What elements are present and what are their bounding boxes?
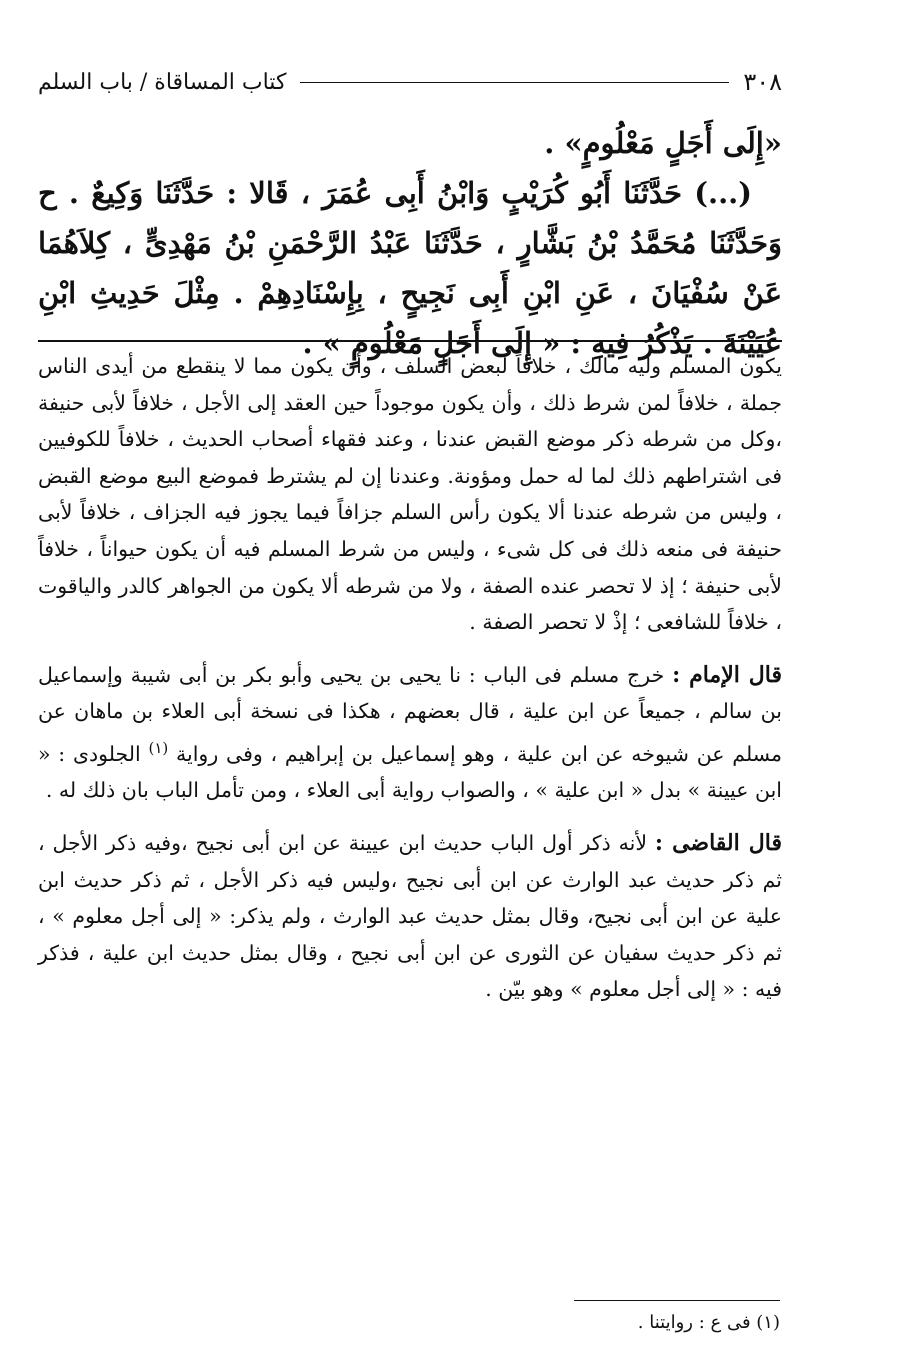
page-header (38, 62, 782, 102)
paragraph-body: خرج مسلم فى الباب : نا يحيى بن يحيى وأبو بكر بن أبى شيبة وإسماعيل بن سالم ، جميعاً عن ابن علية ، قال بعضهم ، هكذا فى نسخة أبى العلاء بن ماهان عن مسلم عن شيوخه عن ابن علية ، وهو إسماعيل بن إبراهيم ، وفى رواية (38, 662, 782, 766)
footnote-rule (574, 1300, 780, 1301)
paragraph-body: الجلودى : « ابن عيينة » بدل « ابن علية » ، والصواب رواية أبى العلاء ، ومن تأمل الباب بان ذلك له . (38, 741, 782, 803)
commentary-paragraph: يكون المسلم وليه مالك ، خلافاً لبعض السلف ، وأن يكون مما لا ينقطع من أيدى الناس جملة ، خلافاً لمن شرط ذلك ، وأن يكون موجوداً حين العقد إلى الأجل ، خلافاً لأبى حنيفة ،وكل من شرطه ذكر موضع القبض عندنا ، وعند فقهاء أصحاب الحديث ، خلافاً للكوفيين فى اشتراطهم ذلك لما له حمل ومؤونة. وعندنا إن لم يشترط فموضع البيع موضع القبض ، وليس من شرطه عندنا ألا يكون رأس السلم جزافاً فيما يجوز فيه الجزاف ، خلافاً لأبى حنيفة فى منعه ذلك فى كل شىء ، وليس من شرط المسلم فيه أن يكون حيواناً ، خلافاً لأبى حنيفة ؛ إذ لا تحصر عنده الصفة ، ولا من شرطه ألا يكون من الجواهر كالدر والياقوت ، خلافاً للشافعى ؛ إذْ لا تحصر الصفة . (38, 354, 782, 635)
footnote: (١) فى ع : روايتنا . (637, 1312, 780, 1333)
commentary-paragraph (38, 825, 782, 1008)
page-number: ٣٠٨ (743, 68, 782, 96)
commentary-paragraph (38, 657, 782, 809)
paragraph-lead: قال الإمام : (672, 661, 782, 688)
hadith-text (38, 118, 782, 368)
paragraph-body: لأنه ذكر أول الباب حديث ابن عيينة عن ابن أبى نجيح ،وفيه ذكر الأجل ، ثم ذكر حديث عبد الوارث عن ابن أبى نجيح ،وليس فيه ذكر الأجل ، ثم ذكر حديث ابن علية عن ابن أبى نجيح، وقال بمثل حديث عبد الوارث ، ولم يذكر: « إلى أجل معلوم » ، ثم ذكر حديث سفيان عن الثورى عن ابن أبى نجيح ، وقال بمثل حديث ابن علية ، فذكر فيه : « إلى أجل معلوم » وهو بيّن . (38, 830, 782, 1002)
hadith-paragraph: «إِلَى أَجَلٍ مَعْلُومٍ» . (544, 126, 782, 160)
section-divider (38, 340, 782, 342)
paragraph-lead: قال القاضى : (654, 829, 783, 856)
footnote-reference: (١) (148, 738, 169, 757)
running-title: كتاب المساقاة / باب السلم (38, 69, 287, 95)
commentary-text (38, 348, 782, 1008)
hadith-paragraph: (...) حَدَّثَنَا أَبُو كُرَيْبٍ وَابْنُ أَبِى عُمَرَ ، قَالا : حَدَّثَنَا وَكِيعٌ . ح وَحَدَّثَنَا مُحَمَّدُ بْنُ بَشَّارٍ ، حَدَّثَنَا عَبْدُ الرَّحْمَنِ بْنُ مَهْدِىٍّ ، كِلاَهُمَا عَنْ سُفْيَانَ ، عَنِ ابْنِ أَبِى نَجِيحٍ ، بِإِسْنَادِهِمْ . مِثْلَ حَدِيثِ ابْنِ عُيَيْنَةَ . يَذْكُرُ فِيهِ : « إِلَى أَجَلٍ مَعْلُومٍ » . (38, 176, 782, 360)
header-rule (300, 82, 729, 83)
